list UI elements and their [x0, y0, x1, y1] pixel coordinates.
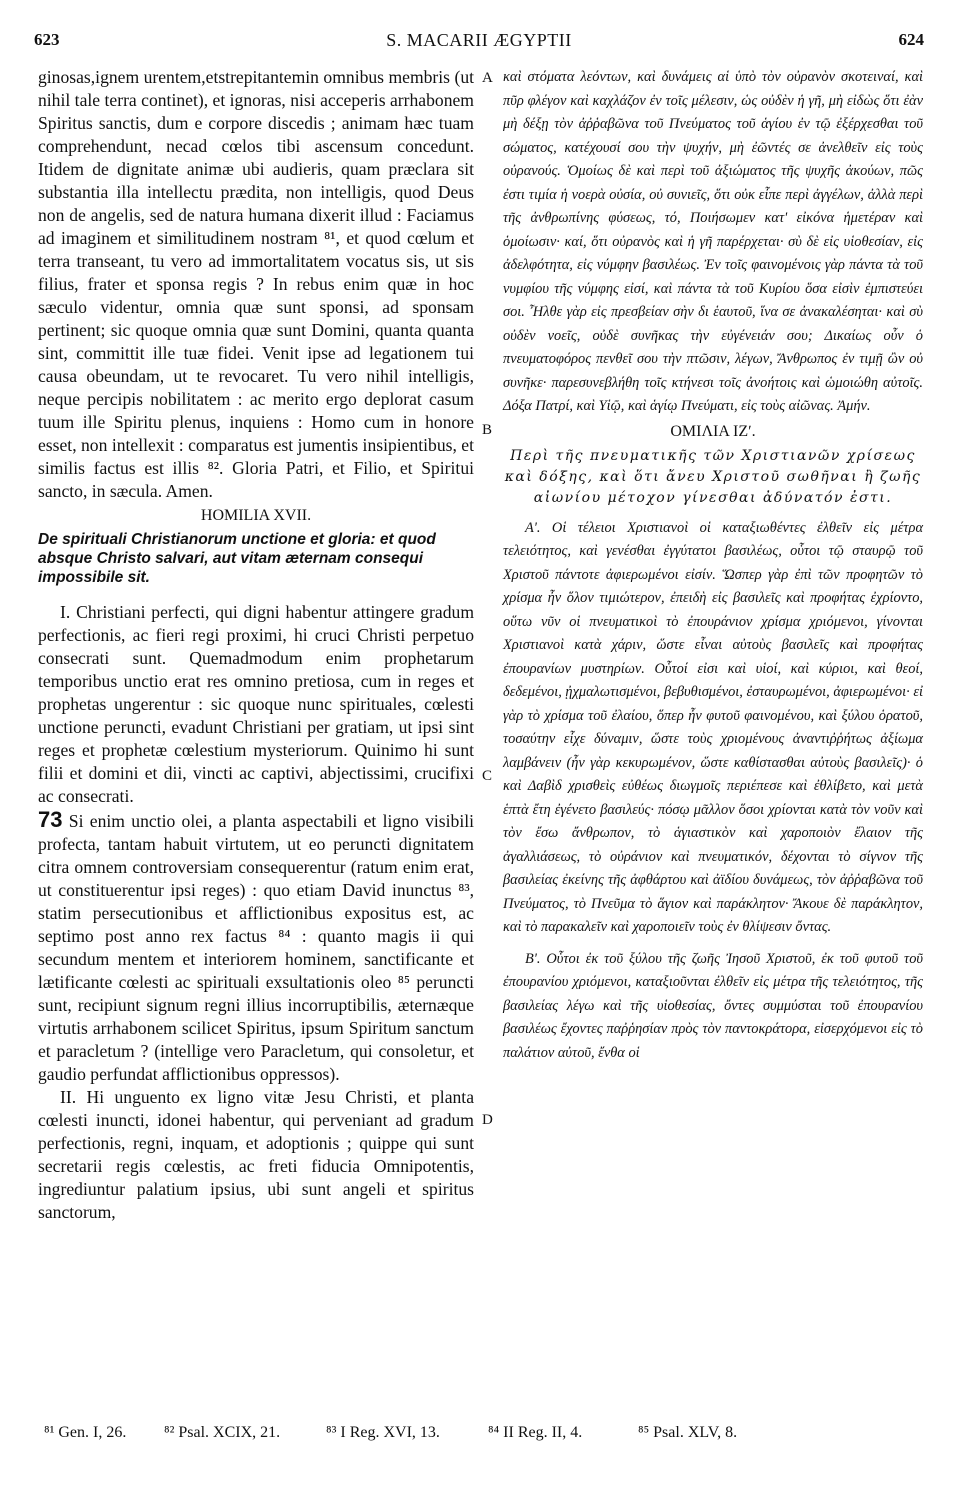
footnote-85: ⁸⁵ Psal. XLV, 8.: [638, 1424, 738, 1441]
greek-homily-heading: ΟΜΙΛΙΑ ΙΖʹ.: [670, 422, 756, 440]
footnote-84: ⁸⁴ II Reg. II, 4.: [488, 1424, 583, 1441]
greek-paragraph-1: καὶ στόματα λεόντων, καὶ δυνάμεις αἱ ὑπὸ τὸν οὐρανὸν σκοτειναί, καὶ πῦρ φλέγον καὶ καχλάζον ἐν τοῖς μέλεσιν, ὡς οὐδὲν ἡ γῆ, μὴ εἰδὼς ὅτι ἐὰν μὴ δέξῃ τὸν ἀῤῥαβῶνα τοῦ Πνεύματος τοῦ ἁγίου ἐν τῷ ἐξέρχεσθαι τοῦ σώματος, κατέχουσί σου τὴν ψυχήν, μὴ ἐῶντές σε ἀνελθεῖν εἰς τοὺς οὐρανούς. Ὁμοίως δὲ καὶ περὶ τοῦ ἀξιώματος τῆς ψυχῆς ἀκούων, πῶς ἐστι τιμία ἡ νοερὰ οὐσία, οὐ συνιεῖς, ὅτι οὐκ εἶπε περὶ ἀγγέλων, ἀλλὰ περὶ τῆς ἀνθρωπίνης φύσεως, τό, Ποιήσωμεν κατ' εἰκόνα ἡμετέραν καὶ ὁμοίωσιν· καί, ὅτι οὐρανὸς καὶ ἡ γῆ παρέρχεται· σὺ δὲ εἰς υἱοθεσίαν, εἰς ἀδελφότητα, εἰς νύμφην βασιλέως. Ἐν τοῖς φαινομένοις γὰρ πάντα τὰ τοῦ νυμφίου τῆς νύμφης εἰσί, καὶ πάντα τὰ τοῦ Κυρίου ὅσα εἰσὶν ἐμπιστεύει σοι. Ἦλθε γὰρ εἰς πρεσβείαν σὴν δι ἑαυτοῦ, ἵνα σε ἀνακαλέσηται· καὶ σὺ οὐδὲν νοεῖς, οὐδὲ συνῆκας τὴν εὐγένειάν σου; Δικαίως οὖν ὁ πνευματοφόρος πενθεῖ σου τὴν πτῶσιν, λέγων, Ἄνθρωπος ἐν τιμῇ ὢν οὐ συνῆκε· παρεσυνεβλήθη τοῖς κτήνεσι τοῖς ἀνοήτοις καὶ ὡμοιώθη αὐτοῖς. Δόξα Πατρί, καὶ Υἱῷ, καὶ ἁγίῳ Πνεύματι, εἰς τοὺς αἰῶνας. Ἀμήν.: [503, 69, 923, 414]
latin-paragraph-3: Si enim unctio olei, a planta aspectabili et ligno visibili profecta, tantam habuit virtutem, ut eo peruncti dignitatem citra omnem controversiam consequerentur (ratum enim erat, ut constituerentur ipsi reges) : quo etiam David inunctus ⁸³, statim persecutionibus et afflictionibus expositus est, ac septimo post anno rex factus ⁸⁴ : quanto magis ii qui secundum mentem et interiorem hominem, sanctificante et lætificante cœlesti ac spirituali exsultationis oleo ⁸⁵ peruncti sunt, recipiunt signum regni illius incorruptibilis, æternæque virtutis arrhabonem scilicet Spiritus, ipsum Spiritum sanctum et paracletum ? (intellige vero Paracletum, qui consoletur, et gaudio perfundat afflictionibus oppressos).: [38, 811, 474, 1084]
footnote-83: ⁸³ I Reg. XVI, 13.: [326, 1424, 440, 1441]
latin-paragraph-2: I. Christiani perfecti, qui digni habentur attingere gradum perfectionis, ac fieri regi proximi, hi cruci Christi perpetuo consecrati sunt. Quemadmodum enim prophetarum temporibus unctio erat res omnino pretiosa, cum in reges et prophetas ungerentur : sic quoque nunc spirituales, cœlesti unctione peruncti, evadunt Christiani per gratiam, ut ipsi sint reges et prophetæ cœlestium mysteriorum. Quinimo hi sunt filii et domini et dii, vincti ac captivi, abjectissimi, crucifixi ac consecrati.: [38, 602, 474, 806]
page-header: [34, 30, 924, 54]
footnote-81: ⁸¹ Gen. I, 26.: [44, 1424, 127, 1441]
greek-paragraph-2: Αʹ. Οἱ τέλειοι Χριστιανοὶ οἱ καταξιωθέντες ἐλθεῖν εἰς μέτρα τελειότητος, καὶ γενέσθαι ἐγγύτατοι βασιλέως, οὗτοι τῷ σταυρῷ τοῦ Χριστοῦ πάντοτε ἀφιερωμένοι εἰσίν. Ὥσπερ γὰρ ἐπὶ τῶν προφητῶν τὸ χρίσμα ἦν ὅλον τιμιώτερον, ἐπειδὴ εἰς βασιλεῖς καὶ προφήτας ἐχρίοντο, οὕτω νῦν οἱ πνευματικοὶ τὸ ἐπουράνιον χρίσμα χριόμενοι, γίνονται Χριστιανοὶ κατὰ χάριν, ὥστε εἶναι αὐτοὺς βασιλεῖς καὶ προφήτας ἐπουρανίων μυστηρίων. Οὗτοί εἰσι καὶ υἱοί, καὶ κύριοι, καὶ θεοί, δεδεμένοι, ᾐχμαλωτισμένοι, βεβυθισμένοι, ἐσταυρωμένοι, ἀφιερωμένοι· εἰ γὰρ τὸ χρίσμα τοῦ ἐλαίου, ὅπερ ἦν φυτοῦ φαινομένου, καὶ ξύλου ὁρατοῦ, τοσαύτην εἶχε δύναμιν, ὥστε τοὺς χριομένους ἀναντιῤῥήτως ἀξίωμα λαμβάνειν (ἦν γὰρ κεκυρωμένον, ὥστε καθίστασθαι αὐτοὺς βασιλεῖς)· ὁ καὶ Δαβὶδ χρισθεὶς εὐθέως διωγμοῖς περιέπεσε καὶ ἐθλίβετο, καὶ μετὰ ἑπτὰ ἔτη ἐγένετο βασιλεύς· πόσῳ μᾶλλον ὅσοι χρίονται κατὰ τὸν νοῦν καὶ τὸν ἔσω ἄνθρωπον, τὸ ἁγιαστικὸν καὶ χαροποιὸν ἔλαιον τῆς ἀγαλλιάσεως, τὸ οὐράνιον καὶ πνευματικόν, δέχονται τὸ σίγνον τῆς βασιλείας ἐκείνης τῆς ἀφθάρτου καὶ ἀϊδίου δυνάμεως, τὸν ἀῤῥαβῶνα τοῦ Πνεύματος, τὸ Πνεῦμα τὸ ἅγιον καὶ παράκλητον· Ἄκουε δὲ παράκλητον, καὶ τὸ παρακαλεῖν καὶ χαροποιεῖν τοὺς ἐν θλίψεσιν ὄντας.: [503, 519, 923, 935]
greek-homily-subtitle: Περὶ τῆς πνευματικῆς τῶν Χριστιανῶν χρίσεως καὶ δόξης, καὶ ὅτι ἄνευ Χριστοῦ σωθῆναι ἢ ζωῆς αἰωνίου μέτοχον γίνεσθαι ἀδύνατόν ἐστι.: [504, 447, 922, 506]
page-number-left: 623: [34, 30, 60, 49]
column-number-marker: 73: [38, 807, 63, 832]
latin-homily-subtitle: De spirituali Christianorum unctione et gloria: et quod absque Christo salvari, aut vitam æternam consequi impossibile sit.: [38, 531, 436, 586]
margin-marker-c: C: [482, 768, 493, 784]
greek-column: [503, 66, 923, 1065]
latin-homily-heading: HOMILIA XVII.: [200, 507, 312, 524]
margin-marker-a: A: [482, 70, 493, 86]
latin-paragraph-4: II. Hi unguento ex ligno vitæ Jesu Christi, et planta cœlesti inuncti, idonei habentur, qui perveniant ad gradum perfectionis, regni, inquam, et adoptionis ; quippe qui sunt secretarii regis cœlestis, ac freti fiducia Omnipotentis, ingrediuntur palatium ipsius, ubi sunt angeli et spiritus sanctorum,: [38, 1087, 474, 1222]
footnote-82: ⁸² Psal. XCIX, 21.: [164, 1424, 281, 1441]
latin-paragraph-1: ginosas,ignem urentem,etstrepitantemin omnibus membris (ut nihil tale terra continet), et ignoras, nisi acceperis arrhabonem Spiritus sanctis, dum e corpore discedis ; animam hæc tuam comprehendunt, necad cœlos tibi ascensum concedunt. Itidem de dignitate animæ ubi audieris, quam præclara sit substantia illa intellectu prædita, non intelligis, quod Deus non de angelis, sed de natura humana dixerit illud : Faciamus ad imaginem et similitudinem nostram ⁸¹, et quod cœlum et terra transeant, tu vero ad immortalitatem vocatus sis, ut sis filius, frater et sponsa regis ? In rebus enim quæ in hoc sæculo videntur, omnia quæ sunt sponsi, ad sponsam pertinent; sic quoque omnia quæ sunt Domini, quanta quanta sint, committit ille tuæ fidei. Venit ipse ad legationem tui causa obeundam, ut te revocaret. Tu vero nihil intelligis, neque percipis nobilitatem : ac merito ergo deplorat casum tuum ille Spiritu plenus, inquiens : Homo cum in honore esset, non intellexit : comparatus est jumentis insipientibus, et similis factus est illis ⁸². Gloria Patri, et Filio, et Spiritui sancto, in sæcula. Amen.: [38, 67, 474, 501]
page-number-right: 624: [898, 30, 924, 49]
margin-marker-b: B: [482, 422, 493, 438]
margin-marker-d: D: [482, 1112, 493, 1128]
greek-paragraph-3: Βʹ. Οὗτοι ἐκ τοῦ ξύλου τῆς ζωῆς Ἰησοῦ Χριστοῦ, ἐκ τοῦ φυτοῦ τοῦ ἐπουρανίου χριόμενοι, καταξιοῦνται ἐλθεῖν εἰς μέτρα τῆς τελειότητος, τῆς βασιλείας λέγω καὶ τῆς υἱοθεσίας, ὄντες συμμύσται τοῦ ἐπουρανίου βασιλέως ἔχοντες παῤῥησίαν πρὸς τὸν παντοκράτορα, εἰσερχόμενοι εἰς τὸ παλάτιον αὐτοῦ, ἔνθα οἱ: [503, 950, 923, 1061]
running-title: S. MACARII ÆGYPTII: [386, 30, 572, 50]
footnotes: [44, 1424, 924, 1448]
latin-column: [38, 66, 474, 1224]
